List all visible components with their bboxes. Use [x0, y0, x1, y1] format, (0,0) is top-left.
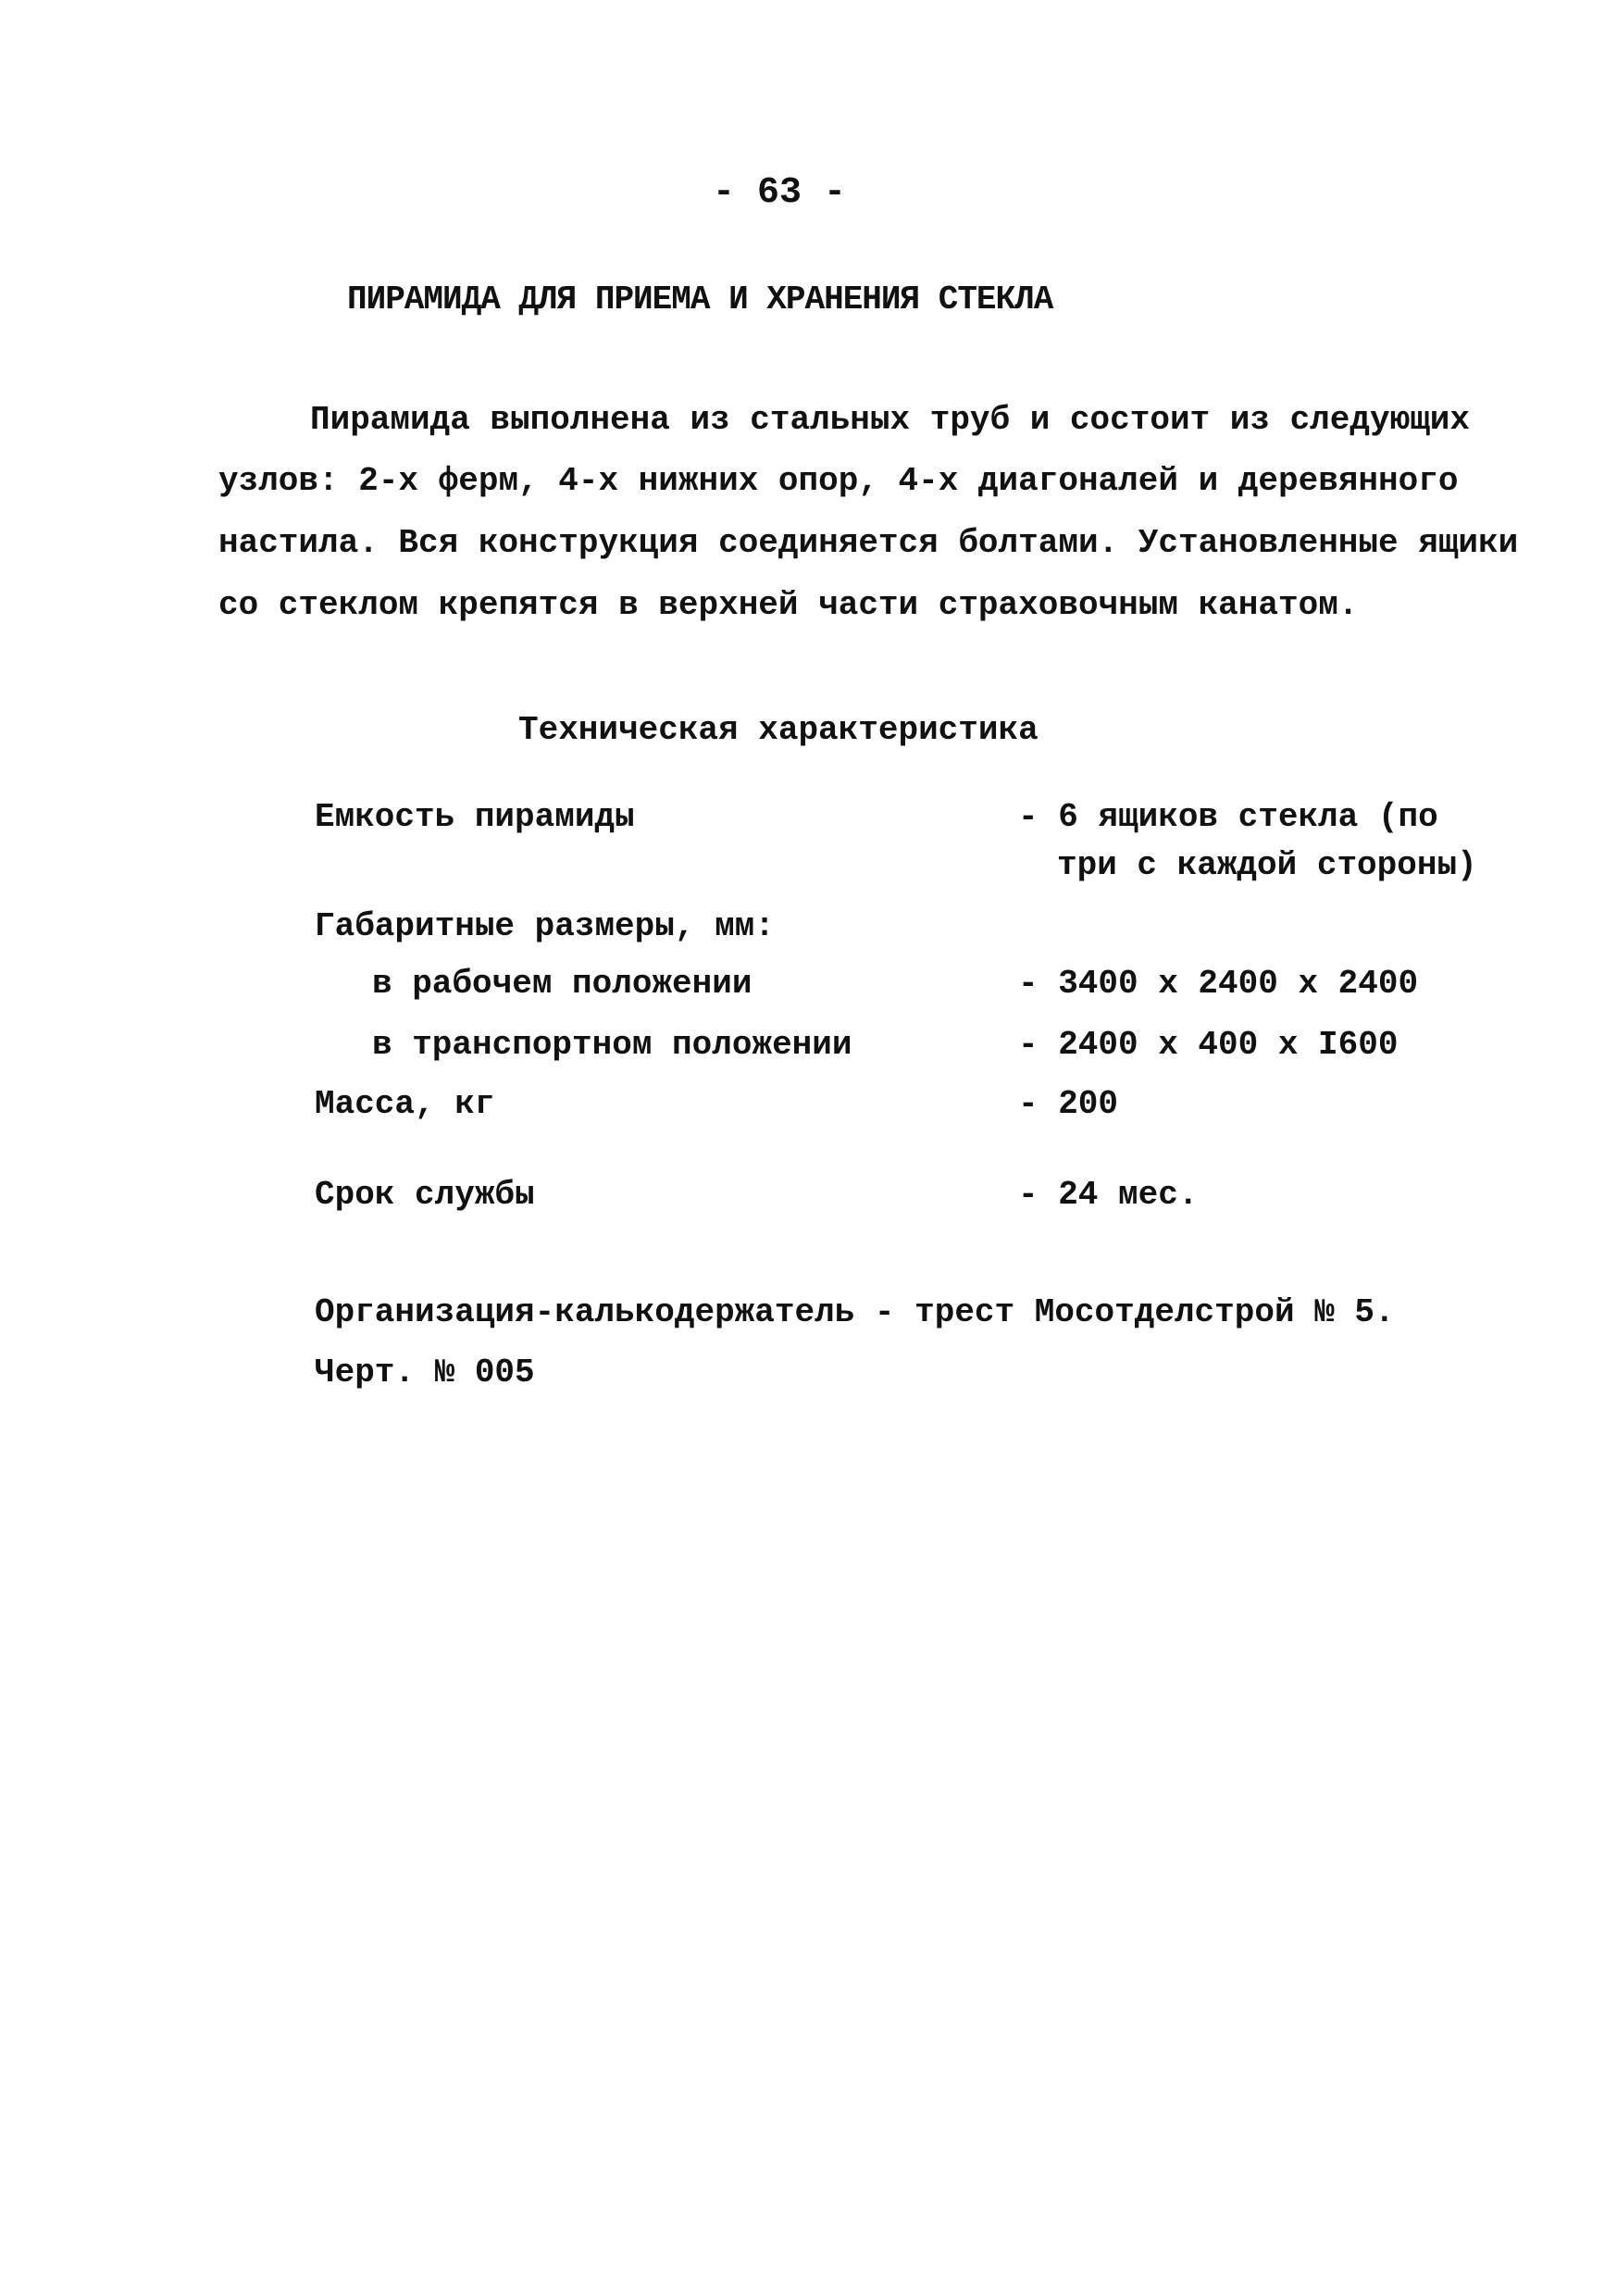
spec-label-dimensions: Габаритные размеры, мм: [315, 907, 775, 945]
spec-label-service-life: Срок службы [315, 1176, 535, 1214]
spec-label-working: в рабочем положении [372, 965, 753, 1003]
spec-value-mass: - 200 [1018, 1085, 1119, 1123]
spec-value-capacity: - 6 ящиков стекла (по [1018, 798, 1438, 836]
paragraph-line: узлов: 2-х ферм, 4-х нижних опор, 4-х диагоналей и деревянного [218, 462, 1459, 500]
organization-line: Организация-калькодержатель - трест Мосотделстрой № 5. [315, 1293, 1395, 1331]
paragraph-line: настила. Вся конструкция соединяется болтами. Установленные ящики [218, 524, 1519, 562]
spec-label-transport: в транспортном положении [372, 1026, 852, 1064]
page-title: ПИРАМИДА ДЛЯ ПРИЕМА И ХРАНЕНИЯ СТЕКЛА [347, 281, 1053, 318]
spec-value-service-life: - 24 мес. [1018, 1176, 1199, 1214]
spec-label-mass: Масса, кг [315, 1085, 495, 1123]
spec-value-working: - 3400 x 2400 x 2400 [1018, 965, 1419, 1003]
page-number: - 63 - [713, 172, 847, 214]
specs-heading: Техническая характеристика [518, 711, 1039, 749]
drawing-number: Черт. № 005 [315, 1354, 535, 1391]
spec-value-capacity-cont: три с каждой стороны) [1057, 846, 1477, 884]
spec-value-transport: - 2400 x 400 x I600 [1018, 1026, 1399, 1064]
paragraph-line: со стеклом крепятся в верхней части страховочным канатом. [218, 586, 1359, 624]
paragraph-line: Пирамида выполнена из стальных труб и состоит из следующих [310, 401, 1471, 439]
spec-label-capacity: Емкость пирамиды [315, 798, 635, 836]
